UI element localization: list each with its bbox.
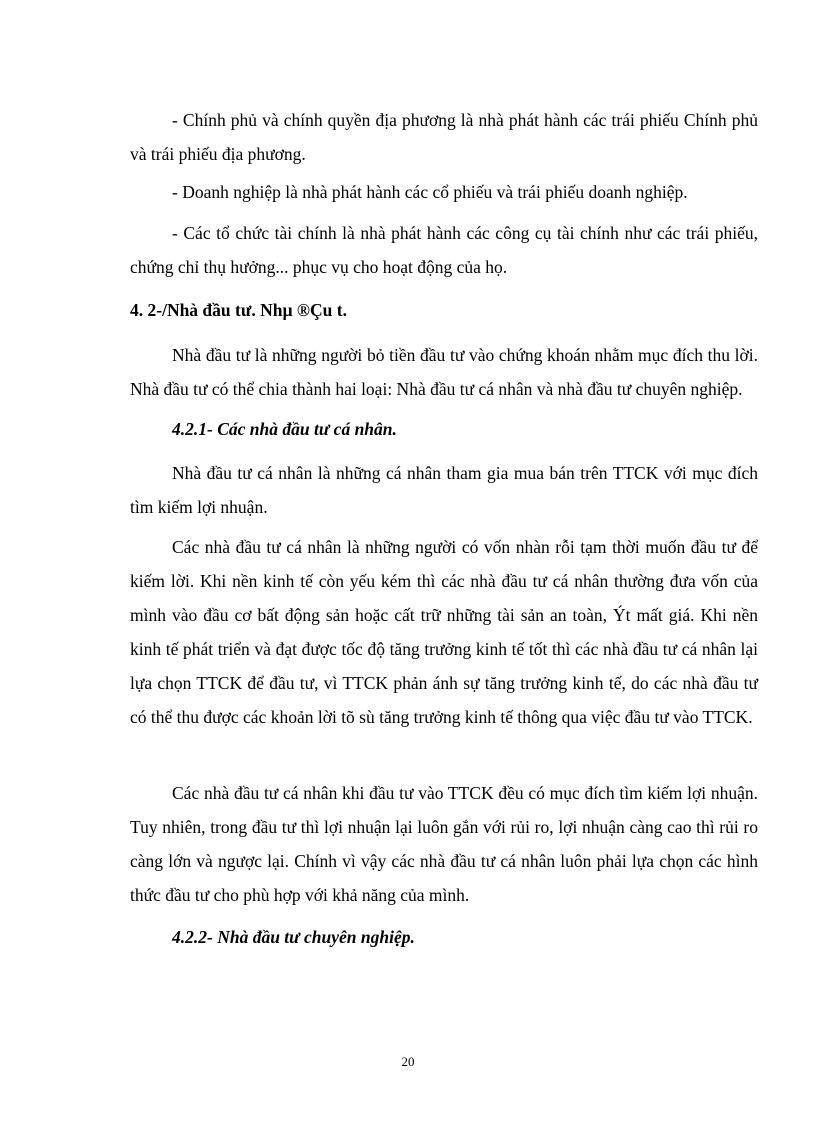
heading-4-2-investors: 4. 2-/Nhà đầu tư. Nhµ ®Çu t.	[130, 300, 347, 320]
paragraph-enterprise-issuers: - Doanh nghiệp là nhà phát hành các cổ phiếu và trái phiếu doanh nghiệp.	[172, 182, 688, 202]
paragraph-investor-definition: Nhà đầu tư là những người bỏ tiền đầu tư vào chứng khoán nhằm mục đích thu lời. Nhà đầu tư có thể chia thành hai loại: Nhà đầu tư cá nhân và nhà đầu tư chuyên nghiệp.	[130, 345, 758, 399]
heading-4-2-2-professional-investors: 4.2.2- Nhà đầu tư chuyên nghiệp.	[172, 927, 415, 947]
page-number: 20	[401, 1054, 415, 1069]
paragraph-individual-investor-behaviour: Các nhà đầu tư cá nhân là những người có vốn nhàn rỗi tạm thời muốn đầu tư để kiếm lời. Khi nền kinh tế còn yếu kém thì các nhà đầu tư cá nhân thường đưa vốn của mình vào đầu cơ bất động sản hoặc cất trữ những tài sản an toàn, Ýt mất giá. Khi nền kinh tế phát triển và đạt được tốc độ tăng trưởng kinh tế tốt thì các nhà đầu tư cá nhân lại lựa chọn TTCK để đầu tư, vì TTCK phản ánh sự tăng trưởng kinh tế, do các nhà đầu tư có thể thu được các khoản lời tõ sù tăng trưởng kinh tế thông qua việc đầu tư vào TTCK.	[130, 537, 758, 727]
paragraph-government-issuers: - Chính phủ và chính quyền địa phương là nhà phát hành các trái phiếu Chính phủ và trái phiếu địa phương.	[130, 110, 758, 164]
heading-4-2-1-individual-investors: 4.2.1- Các nhà đầu tư cá nhân.	[172, 419, 397, 439]
paragraph-individual-investor-risk: Các nhà đầu tư cá nhân khi đầu tư vào TTCK đều có mục đích tìm kiếm lợi nhuận. Tuy nhiên, trong đầu tư thì lợi nhuận lại luôn gắn với rủi ro, lợi nhuận càng cao thì rủi ro càng lớn và ngược lại. Chính vì vậy các nhà đầu tư cá nhân luôn phải lựa chọn các hình thức đầu tư cho phù hợp với khả năng của mình.	[130, 783, 758, 905]
paragraph-financial-institution-issuers: - Các tổ chức tài chính là nhà phát hành các công cụ tài chính như các trái phiếu, chứng chỉ thụ hưởng... phục vụ cho hoạt động của họ.	[130, 223, 758, 277]
paragraph-individual-investor-definition: Nhà đầu tư cá nhân là những cá nhân tham gia mua bán trên TTCK với mục đích tìm kiếm lợi nhuận.	[130, 463, 758, 517]
